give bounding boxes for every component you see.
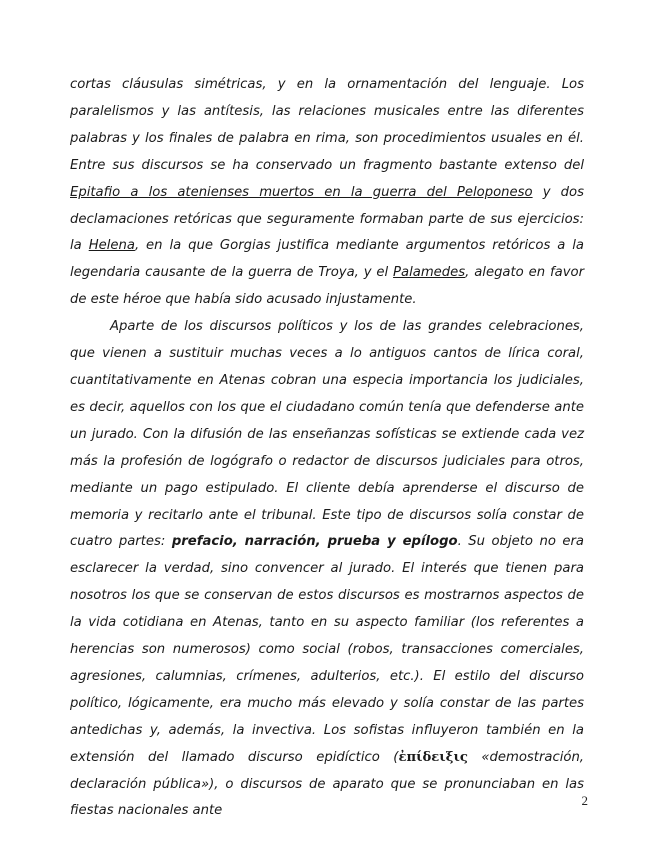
text-run: , en la que Gorgias justifica mediante argumentos retóricos a la legendaria causante de la guerra de Troya, y el [70,238,585,281]
paragraph [70,72,584,314]
bold-term: prefacio, narración, prueba y epílogo [171,534,458,550]
link-helena[interactable]: Helena [88,238,135,254]
document-body [70,72,584,825]
link-palamedes[interactable]: Palamedes [393,265,466,281]
greek-term: ἐπίδειξις [398,749,468,765]
page-number: 2 [581,793,588,808]
text-run: , alegato en favor de este héroe que había sido acusado injustamente. [70,265,584,308]
text-run: cortas cláusulas simétricas, y en la ornamentación del lenguaje. Los paralelismos y las antítesis, las relaciones musicales entre las diferentes palabras y los finales de palabra en rima, son procedimientos usuales en él. Entre sus discursos se ha conservado un fragmento bastante extenso del [70,77,584,173]
text-run: «demostración, declaración pública»), o discursos de aparato que se pronunciaban en las fiestas nacionales ante [70,749,584,819]
text-run: y dos declamaciones retóricas que seguramente formaban parte de sus ejercicios: la [70,184,584,254]
text-run: Aparte de los discursos políticos y los de las grandes celebraciones, que vienen a sustituir muchas veces a lo antiguos cantos de lírica coral, cuantitativamente en Atenas cobran una especia importancia los judiciales, es decir, aquellos con los que el ciudadano común tenía que defenderse ante un jurado. Con la difusión de las enseñanzas sofísticas se extiende cada vez más la profesión de logógrafo o redactor de discursos judiciales para otros, mediante un pago estipulado. El cliente debía aprenderse el discurso de memoria y recitarlo ante el tribunal. Este tipo de discursos solía constar de cuatro partes: [70,319,584,550]
link-epitafio[interactable]: Epitafio a los atenienses muertos en la guerra del Peloponeso [70,184,533,200]
text-run: . Su objeto no era esclarecer la verdad, sino convencer al jurado. El interés que tienen para nosotros los que se conservan de estos discursos es mostrarnos aspectos de la vida cotidiana en Atenas, tanto en su aspecto familiar (los referentes a herencias son numerosos) como social (robos, transacciones comerciales, agresiones, calumnias, crímenes, adulterios, etc.). El estilo del discurso político, lógicamente, era mucho más elevado y solía constar de las partes antedichas y, además, la invectiva. Los sofistas influyeron también en la extensión del llamado discurso epidíctico ( [70,534,585,765]
paragraph [70,314,584,825]
